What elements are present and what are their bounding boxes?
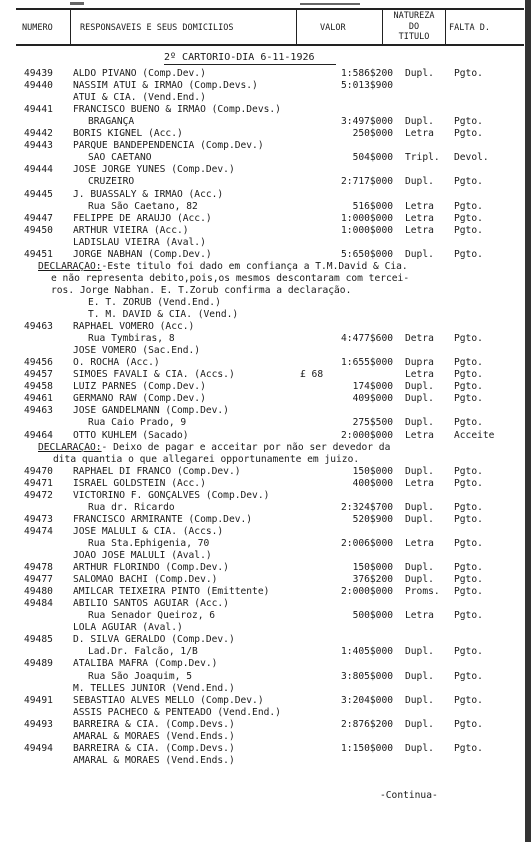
entry-number: 49470 (24, 465, 53, 477)
table-row (0, 333, 525, 344)
entry-responsible: LOLA AGUIAR (Aval.) (73, 622, 183, 634)
entry-number: 49456 (24, 357, 53, 369)
entry-responsible: dita quantia o que allegarei opportunamente em juizo. (53, 453, 360, 465)
entry-falta: Pgto. (454, 718, 483, 730)
entry-nature: Dupl. (405, 501, 434, 513)
entry-responsible: SÃO CAETANO (88, 152, 152, 164)
table-row (0, 442, 525, 453)
entry-responsible: O. ROCHA (Acc.) (73, 357, 160, 369)
entry-number: 49484 (24, 598, 53, 610)
entry-falta: Pgto. (454, 742, 483, 754)
entry-responsible: ARTHUR FLORINDO (Comp.Dev.) (73, 562, 229, 574)
table-row (0, 261, 525, 272)
entry-number: 49464 (24, 429, 53, 441)
table-row (0, 526, 525, 537)
entry-responsible: ASSIS PACHECO & PENTEADO (Vend.End.) (73, 706, 281, 718)
entry-nature: Dupl. (405, 176, 434, 188)
entry-falta: Pgto. (454, 333, 483, 345)
table-row (0, 225, 525, 236)
table-row (0, 369, 525, 380)
entry-falta: Pgto. (454, 200, 483, 212)
entry-responsible: BORIS KIGNEL (Acc.) (73, 128, 183, 140)
header-bottom-rule (16, 44, 524, 46)
entry-nature: Letra (405, 212, 434, 224)
entry-number: 49451 (24, 248, 53, 260)
entry-responsible: LUIZ PARNES (Comp.Dev.) (73, 381, 206, 393)
table-row (0, 562, 525, 573)
entry-falta: Pgto. (454, 176, 483, 188)
entry-falta: Pgto. (454, 248, 483, 260)
entry-responsible: T. M. DAVID & CIA. (Vend.) (88, 309, 239, 320)
table-row (0, 502, 525, 513)
header-divider (382, 10, 383, 44)
entry-responsible: PARQUE BANDEPENDENCIA (Comp.Dev.) (73, 140, 264, 152)
entry-responsible: Rua Caio Prado, 9 (88, 417, 187, 429)
entry-value: 3:497$000 (341, 116, 393, 128)
entry-value: 2:000$000 (341, 586, 393, 598)
entry-nature: Letra (405, 200, 434, 212)
entry-falta: Pgto. (454, 381, 483, 393)
entry-responsible: AMARAL & MORAES (Vend.Ends.) (73, 754, 235, 766)
table-row (0, 357, 525, 368)
table-row (0, 393, 525, 404)
entry-value: 409$000 (352, 393, 393, 405)
entry-responsible: JORGE NABHAN (Comp.Dev.) (73, 248, 212, 260)
entry-falta: Pgto. (454, 212, 483, 224)
entry-nature: Tripl. (405, 152, 440, 164)
entry-value: 174$000 (352, 381, 393, 393)
entry-falta: Pgto. (454, 501, 483, 513)
entry-number: 49458 (24, 381, 53, 393)
entry-number: 49477 (24, 574, 53, 586)
entry-number: 49471 (24, 477, 53, 489)
table-row (0, 514, 525, 525)
table-row (0, 454, 525, 465)
table-row (0, 683, 525, 694)
entry-responsible: ARTHUR VIEIRA (Acc.) (73, 224, 189, 236)
entry-responsible: VICTORINO F. GONÇALVES (Comp.Dev.) (73, 489, 270, 501)
table-row (0, 237, 525, 248)
header-divider (445, 10, 446, 44)
entry-nature: Dupl. (405, 694, 434, 706)
entry-annotation: £ 68 (300, 369, 324, 381)
table-row (0, 695, 525, 706)
entry-responsible: D. SILVA GERALDO (Comp.Dev.) (73, 634, 235, 646)
entry-number: 49463 (24, 321, 53, 333)
table-row (0, 598, 525, 609)
entry-number: 49491 (24, 694, 53, 706)
entry-nature: Dupl. (405, 718, 434, 730)
entry-number: 49442 (24, 128, 53, 140)
entry-number: 49493 (24, 718, 53, 730)
entry-responsible: JOSÉ VOMERO (Sac.End.) (73, 345, 201, 357)
table-row (0, 490, 525, 501)
entry-falta: Pgto. (454, 224, 483, 236)
entry-value: 250$000 (352, 128, 393, 140)
entry-responsible: Rua São Joaquim, 5 (88, 670, 192, 682)
table-row (0, 152, 525, 163)
entry-responsible: BARREIRA & CIA. (Comp.Devs.) (73, 718, 235, 730)
header-valor: VALOR (320, 23, 346, 33)
entry-number: 49489 (24, 658, 53, 670)
entry-responsible: RAPHAEL VOMERO (Acc.) (73, 321, 195, 333)
entry-number: 49443 (24, 140, 53, 152)
entry-nature: Dupl. (405, 116, 434, 128)
table-row (0, 189, 525, 200)
entry-nature: Letra (405, 224, 434, 236)
entry-value: 2:006$000 (341, 537, 393, 549)
entry-number: 49457 (24, 369, 53, 381)
entry-value: 400$000 (352, 477, 393, 489)
table-row (0, 538, 525, 549)
date-underline (164, 64, 336, 65)
declaration-label: DECLARAÇÃO: (38, 441, 102, 453)
page-edge-shadow (525, 0, 531, 842)
table-row (0, 707, 525, 718)
entry-number: 49461 (24, 393, 53, 405)
entry-number: 49485 (24, 634, 53, 646)
entry-value: 3:805$000 (341, 670, 393, 682)
entry-number: 49445 (24, 188, 53, 200)
table-row (0, 646, 525, 657)
entry-responsible: LADISLAU VIEIRA (Aval.) (73, 236, 206, 248)
entry-value: 1:000$000 (341, 212, 393, 224)
table-row (0, 743, 525, 754)
entry-falta: Acceite (454, 429, 495, 441)
table-row (0, 128, 525, 139)
declaration-label: DECLARAÇÃO: (38, 260, 102, 272)
entry-responsible: ATUI & CIA. (Vend.End.) (73, 92, 206, 104)
entry-value: 2:876$200 (341, 718, 393, 730)
entry-responsible: RAPHAEL DI FRANCO (Comp.Dev.) (73, 465, 241, 477)
entry-responsible: OTTO KUHLEM (Sacado) (73, 429, 189, 441)
entry-number: 49478 (24, 562, 53, 574)
table-row (0, 297, 525, 308)
entry-responsible: AMILCAR TEIXEIRA PINTO (Emittente) (73, 586, 270, 598)
entry-number: 49439 (24, 68, 53, 79)
header-falta: FALTA D. (449, 23, 490, 33)
entry-nature: Dupl. (405, 742, 434, 754)
entry-number: 49441 (24, 104, 53, 116)
entry-responsible: ALDO PIVANO (Comp.Dev.) (73, 68, 206, 79)
table-row (0, 104, 525, 115)
table-row (0, 405, 525, 416)
entry-nature: Letra (405, 369, 434, 381)
declaration-text: - Deixo de pagar e acceitar por não ser devedor da (101, 441, 391, 453)
entry-responsible: JOÃO JOSÉ MALULI (Aval.) (73, 550, 212, 561)
entry-nature: Letra (405, 429, 434, 441)
table-row (0, 586, 525, 597)
entry-nature: Dupl. (405, 574, 434, 586)
table-row (0, 68, 525, 79)
entry-number: 49447 (24, 212, 53, 224)
entry-falta: Pgto. (454, 574, 483, 586)
entry-responsible (38, 261, 518, 272)
table-row (0, 731, 525, 742)
entry-nature: Dupl. (405, 465, 434, 477)
entry-nature: Letra (405, 128, 434, 140)
table-row (0, 176, 525, 187)
entry-responsible: e não representa debito,pois,os mesmos descontaram com tercei- (51, 272, 410, 284)
entry-nature: Dupra (405, 357, 434, 369)
entry-responsible: Rua Tymbiras, 8 (88, 333, 175, 345)
entry-falta: Pgto. (454, 128, 483, 140)
table-row (0, 417, 525, 428)
table-row (0, 550, 525, 561)
table-row (0, 116, 525, 127)
entry-responsible: Rua Sta.Ephigenia, 70 (88, 537, 210, 549)
entry-responsible: FELIPPE DE ARAUJO (Acc.) (73, 212, 212, 224)
entry-nature: Letra (405, 537, 434, 549)
entry-responsible: JOSÉ JORGE YUNES (Comp.Dev.) (73, 164, 235, 176)
table-row (0, 201, 525, 212)
entry-value: 376$200 (352, 574, 393, 586)
header-divider (70, 10, 71, 44)
entry-responsible: J. BUASSALY & IRMÃO (Acc.) (73, 188, 224, 200)
table-row (0, 478, 525, 489)
entry-number: 49472 (24, 489, 53, 501)
date-line: 2º CARTORIO-DIA 6-11-1926 (164, 52, 315, 63)
entry-responsible: E. T. ZORUB (Vend.End.) (88, 296, 221, 308)
entry-nature: Dupl. (405, 381, 434, 393)
entry-responsible: JOSÉ GANDELMANN (Comp.Dev.) (73, 405, 229, 417)
entry-nature: Dupl. (405, 513, 434, 525)
entry-responsible: CRUZEIRO (88, 176, 135, 188)
entry-responsible: FRANCISCO ARMIRANTE (Comp.Dev.) (73, 513, 253, 525)
entry-nature: Detra (405, 333, 434, 345)
header-top-rule (16, 8, 524, 10)
entry-falta: Pgto. (454, 586, 483, 598)
header-divider (296, 10, 297, 44)
table-row (0, 309, 525, 320)
entry-responsible: Lad.Dr. Falcão, 1/B (88, 646, 198, 658)
entry-falta: Pgto. (454, 513, 483, 525)
entry-value: 2:717$000 (341, 176, 393, 188)
entry-responsible: FRANCISCO BUENO & IRMÃO (Comp.Devs.) (73, 104, 281, 116)
table-row (0, 140, 525, 151)
entry-nature: Dupl. (405, 646, 434, 658)
entry-responsible: AMARAL & MORAES (Vend.Ends.) (73, 730, 235, 742)
table-header (0, 0, 531, 46)
table-row (0, 658, 525, 669)
table-row (0, 285, 525, 296)
entry-value: 1:000$000 (341, 224, 393, 236)
entry-nature: Dupl. (405, 248, 434, 260)
entry-falta: Devol. (454, 152, 489, 164)
entry-responsible: BARREIRA & CIA. (Comp.Devs.) (73, 742, 235, 754)
entry-value: 5:013$900 (341, 80, 393, 92)
table-row (0, 610, 525, 621)
entry-falta: Pgto. (454, 670, 483, 682)
entry-value: 1:655$000 (341, 357, 393, 369)
table-row (0, 634, 525, 645)
entry-number: 49494 (24, 742, 53, 754)
header-responsaveis: RESPONSAVEIS E SEUS DOMICILIOS (80, 23, 234, 33)
entry-value: 2:324$700 (341, 501, 393, 513)
entry-falta: Pgto. (454, 562, 483, 574)
entry-value: 1:586$200 (341, 68, 393, 79)
entry-falta: Pgto. (454, 369, 483, 381)
header-numero: NUMERO (22, 23, 53, 33)
table-row (0, 622, 525, 633)
entry-responsible: ISRAEL GOLDSTEIN (Acc.) (73, 477, 206, 489)
entry-value: 516$000 (352, 200, 393, 212)
table-row (0, 92, 525, 103)
table-row (0, 719, 525, 730)
entry-responsible: ros. Jorge Nabhan. E. T.Zorub confirma a declaração. (51, 284, 352, 296)
entry-falta: Pgto. (454, 465, 483, 477)
entry-responsible: NASSIM ATUI & IRMÃO (Comp.Devs.) (73, 80, 258, 92)
entry-value: 520$900 (352, 513, 393, 525)
header-natureza-l3: TITULO (398, 32, 430, 42)
entry-value: 3:204$000 (341, 694, 393, 706)
entry-responsible: SIMÕES FAVALI & CIA. (Accs.) (73, 369, 235, 381)
table-row (0, 430, 525, 441)
entry-responsible: ATALIBA MAFRA (Comp.Dev.) (73, 658, 218, 670)
entry-value: 500$000 (352, 610, 393, 622)
entry-responsible: Rua Senador Queiroz, 6 (88, 610, 216, 622)
table-row (0, 574, 525, 585)
entry-responsible: Rua São Caetano, 82 (88, 200, 198, 212)
entry-responsible: JOSÉ MALULI & CIA. (Accs.) (73, 525, 224, 537)
header-natureza-l1: NATUREZA (393, 11, 435, 21)
entry-nature: Dupl. (405, 670, 434, 682)
scan-speck (300, 3, 360, 5)
entry-falta: Pgto. (454, 417, 483, 429)
table-row (0, 164, 525, 175)
entry-falta: Pgto. (454, 116, 483, 128)
entry-responsible: M. TELLES JUNIOR (Vend.End.) (73, 682, 235, 694)
entry-number: 49450 (24, 224, 53, 236)
header-natureza-l2: DO (408, 22, 420, 32)
entry-number: 49474 (24, 525, 53, 537)
table-row (0, 273, 525, 284)
entry-responsible: GERMANO RAW (Comp.Dev.) (73, 393, 206, 405)
entry-responsible: SALOMÃO BACHI (Comp.Dev.) (73, 574, 218, 586)
entry-falta: Pgto. (454, 357, 483, 369)
entry-responsible: SEBASTIÃO ALVES MELLO (Comp.Dev.) (73, 694, 264, 706)
entry-nature: Letra (405, 610, 434, 622)
entry-value: 1:150$000 (341, 742, 393, 754)
entry-number: 49440 (24, 80, 53, 92)
table-row (0, 671, 525, 682)
table-row (0, 345, 525, 356)
entry-responsible: BRAGANÇA (88, 116, 135, 128)
declaration-text: -Este titulo foi dado em confiança a T.M.David & Cia. (101, 260, 408, 272)
entry-falta: Pgto. (454, 68, 483, 79)
entry-falta: Pgto. (454, 610, 483, 622)
entry-number: 49463 (24, 405, 53, 417)
entry-nature: Dupl. (405, 68, 434, 79)
entry-number: 49480 (24, 586, 53, 598)
entry-number: 49473 (24, 513, 53, 525)
entry-falta: Pgto. (454, 646, 483, 658)
entry-value: 4:477$600 (341, 333, 393, 345)
entry-nature: Dupl. (405, 562, 434, 574)
entry-value: 504$000 (352, 152, 393, 164)
scan-speck (70, 2, 84, 5)
table-row (0, 213, 525, 224)
entry-falta: Pgto. (454, 694, 483, 706)
table-row (0, 321, 525, 332)
table-row (0, 249, 525, 260)
entry-nature: Dupl. (405, 417, 434, 429)
entry-nature: Letra (405, 477, 434, 489)
entry-value: 5:650$000 (341, 248, 393, 260)
entry-value: 275$500 (352, 417, 393, 429)
entry-value: 1:405$000 (341, 646, 393, 658)
entry-nature: Dupl. (405, 393, 434, 405)
entry-number: 49444 (24, 164, 53, 176)
entry-value: 150$000 (352, 465, 393, 477)
entry-nature: Proms. (405, 586, 440, 598)
continua-note: -Continua- (380, 790, 438, 801)
entry-falta: Pgto. (454, 477, 483, 489)
entry-responsible: ABILIO SANTOS AGUIAR (Acc.) (73, 598, 229, 610)
entry-falta: Pgto. (454, 537, 483, 549)
entry-value: 2:000$000 (341, 429, 393, 441)
table-row (0, 755, 525, 766)
table-row (0, 381, 525, 392)
table-row (0, 466, 525, 477)
entry-value: 150$000 (352, 562, 393, 574)
entry-responsible (38, 442, 518, 453)
entry-falta: Pgto. (454, 393, 483, 405)
entry-responsible: Rua dr. Ricardo (88, 501, 175, 513)
table-row (0, 80, 525, 91)
